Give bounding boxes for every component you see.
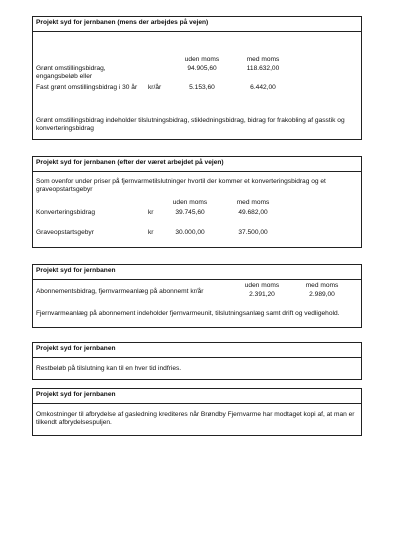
- value-incl-vat: 49.682,00: [238, 209, 268, 216]
- section-title: Projekt syd for jernbanen: [33, 265, 361, 280]
- value-incl-vat: 37.500,00: [238, 229, 268, 236]
- value-incl-vat: 2.989,00: [309, 291, 335, 298]
- value-excl-vat: 2.391,20: [249, 291, 275, 298]
- unit: kr: [148, 209, 154, 216]
- column-header-excl-vat: uden moms: [184, 56, 220, 63]
- intro-text: Som ovenfor under priser på fjernvarmetilslutninger hvortil der kommer et konverteringsbidrag og et graveopstartsgebyr: [36, 178, 326, 194]
- note-text: Fjernvarmeanlæg på abonnement indeholder fjernvarmeunit, tilslutningsanlæg samt drift og vedligehold.: [36, 310, 340, 317]
- value-excl-vat: 94.905,60: [187, 65, 217, 72]
- section-subscription: [32, 264, 362, 328]
- section-title: Projekt syd for jernbanen: [33, 343, 361, 358]
- value-excl-vat: 5.153,60: [189, 84, 215, 91]
- body-text: Restbeløb på tilslutning kan til en hver tid indfries.: [36, 365, 182, 372]
- section-title: Projekt syd for jernbanen: [33, 389, 361, 404]
- row-label: Abonnementsbidrag, fjernvarmeanlæg på abonnemt kr/år: [36, 288, 204, 295]
- row-label: Konverteringsbidrag: [36, 209, 96, 216]
- section-after-roadwork: [32, 156, 362, 248]
- section-during-roadwork: [32, 16, 362, 140]
- section-remaining-amount: [32, 342, 362, 380]
- value-excl-vat: 30.000,00: [175, 229, 205, 236]
- column-header-incl-vat: med moms: [236, 199, 270, 206]
- note-text: Grønt omstillingsbidrag indeholder tilslutningsbidrag, stikledningsbidrag, bidrag for frakobling af gasstik og konverteringsbidrag: [36, 117, 345, 133]
- section-title: Projekt syd for jernbanen (mens der arbejdes på vejen): [33, 17, 361, 32]
- section-gas-disconnection: [32, 388, 362, 436]
- value-incl-vat: 6.442,00: [250, 84, 276, 91]
- unit: kr/år: [148, 84, 162, 91]
- column-header-incl-vat: med moms: [305, 282, 339, 289]
- value-excl-vat: 39.745,60: [175, 209, 205, 216]
- column-header-excl-vat: uden moms: [172, 199, 208, 206]
- unit: kr: [148, 229, 154, 236]
- column-header-excl-vat: uden moms: [244, 282, 280, 289]
- row-label: Grønt omstillingsbidrag, engangsbeløb eller: [36, 65, 106, 81]
- body-text: Omkostninger til afbrydelse af gasledning krediteres når Brøndby Fjernvarme har modtaget kopi af, at man er tilkendt afbrydelsespuljen.: [36, 411, 355, 427]
- row-label: Graveopstartsgebyr: [36, 229, 94, 236]
- value-incl-vat: 118.632,00: [246, 65, 280, 72]
- column-header-incl-vat: med moms: [246, 56, 280, 63]
- row-label: Fast grønt omstillingsbidrag i 30 år: [36, 84, 138, 91]
- section-title: Projekt syd for jernbanen (efter der været arbejdet på vejen): [33, 157, 361, 172]
